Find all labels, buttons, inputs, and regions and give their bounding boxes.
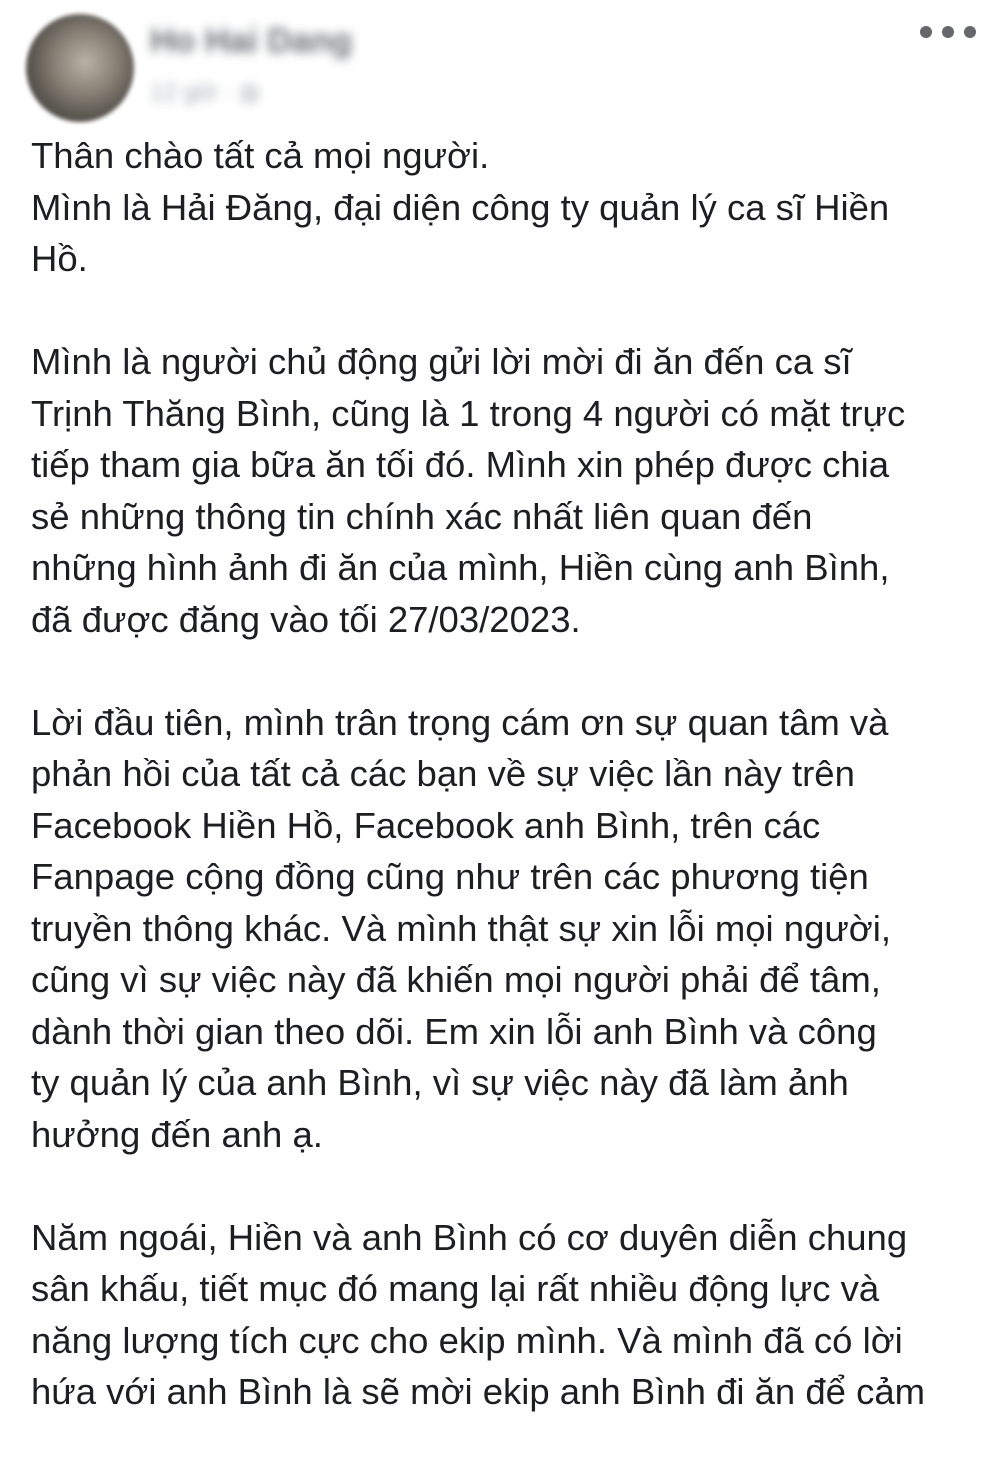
paragraph xyxy=(31,336,981,645)
text-line: Năm ngoái, Hiền và anh Bình có cơ duyên diễn chung xyxy=(31,1216,908,1258)
text-line: Fanpage cộng đồng cũng như trên các phương tiện xyxy=(31,856,869,897)
text-line: hưởng đến anh ạ. xyxy=(31,1113,323,1155)
text-line: sẻ những thông tin chính xác nhất liên quan đến xyxy=(31,495,813,537)
post-text xyxy=(31,130,981,1469)
text-line: tiếp tham gia bữa ăn tối đó. Mình xin phép được chia xyxy=(31,444,890,485)
paragraph xyxy=(31,697,981,1161)
post-header xyxy=(0,0,1000,120)
text-line: dành thời gian theo dõi. Em xin lỗi anh Bình và công xyxy=(31,1010,877,1052)
paragraph xyxy=(31,130,981,285)
text-line: Mình là người chủ động gửi lời mời đi ăn đến ca sĩ xyxy=(31,341,852,382)
more-options-button[interactable] xyxy=(920,16,976,48)
globe-icon: ◍ xyxy=(239,79,261,106)
more-horizontal-icon-dot xyxy=(942,26,954,38)
text-line: truyền thông khác. Và mình thật sự xin lỗi mọi người, xyxy=(31,907,891,949)
text-line: Facebook Hiền Hồ, Facebook anh Bình, trên các xyxy=(31,804,821,846)
post-timestamp[interactable]: 12 giờ · xyxy=(150,79,240,106)
author-name[interactable]: Ho Hai Dang xyxy=(150,22,353,60)
text-line: cũng vì sự việc này đã khiến mọi người phải để tâm, xyxy=(31,959,881,1000)
more-horizontal-icon xyxy=(920,26,932,38)
text-line: Hồ. xyxy=(31,238,88,279)
text-line: Trịnh Thăng Bình, cũng là 1 trong 4 người có mặt trực xyxy=(31,392,906,434)
avatar[interactable] xyxy=(26,14,134,122)
text-line: năng lượng tích cực cho ekip mình. Và mình đã có lời xyxy=(31,1319,903,1361)
post-meta xyxy=(150,78,260,107)
text-line: những hình ảnh đi ăn của mình, Hiền cùng anh Bình, xyxy=(31,547,890,588)
text-line: Lời đầu tiên, mình trân trọng cám ơn sự quan tâm và xyxy=(31,701,889,743)
text-line: phản hồi của tất cả các bạn về sự việc lần này trên xyxy=(31,753,855,794)
text-line: Thân chào tất cả mọi người. xyxy=(31,135,490,176)
text-line: sân khấu, tiết mục đó mang lại rất nhiều động lực và xyxy=(31,1268,880,1309)
more-horizontal-icon-dot xyxy=(964,26,976,38)
paragraph xyxy=(31,1212,981,1418)
text-line: Mình là Hải Đăng, đại diện công ty quản lý ca sĩ Hiền xyxy=(31,186,890,228)
text-line: ty quản lý của anh Bình, vì sự việc này đã làm ảnh xyxy=(31,1062,849,1103)
text-line: đã được đăng vào tối 27/03/2023. xyxy=(31,598,581,640)
text-line: hứa với anh Bình là sẽ mời ekip anh Bình đi ăn để cảm xyxy=(31,1371,926,1412)
